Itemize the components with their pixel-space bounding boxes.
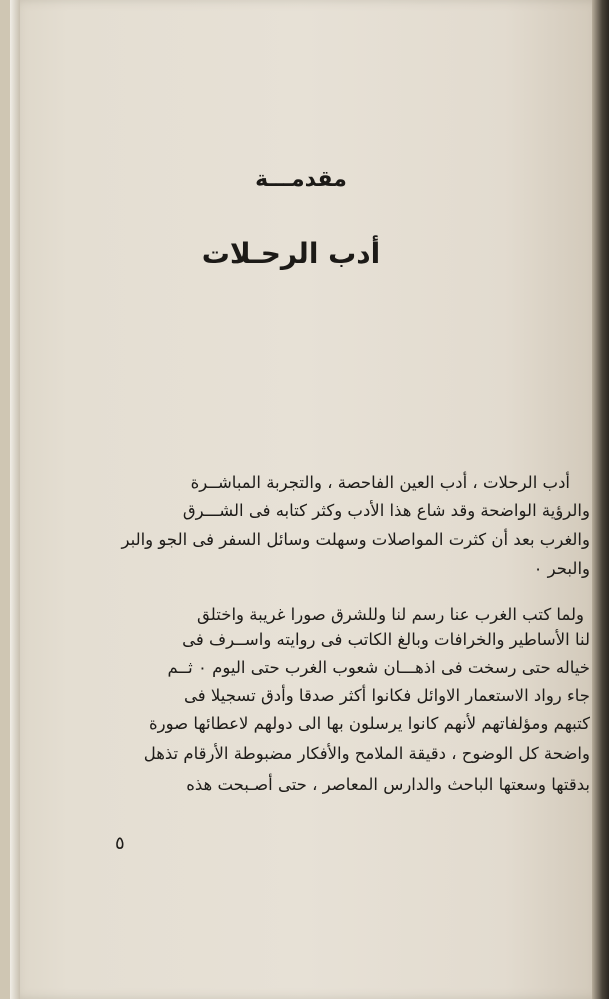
binding-shadow [592,0,609,999]
paragraph2-line: بدقتها وسعتها الباحث والدارس المعاصر ، حتى أصـبحت هذه [186,775,590,794]
paragraph2-line: ولما كتب الغرب عنا رسم لنا وللشرق صورا غريبة واختلق [197,605,584,624]
paragraph2-line: جاء رواد الاستعمار الاوائل فكانوا أكثر صدقا وأدق تسجيلا فى [184,686,590,705]
chapter-title: أدب الرحـلات [201,237,381,270]
paragraph1-line: أدب الرحلات ، أدب العين الفاحصة ، والتجربة المباشــرة [190,473,570,492]
paragraph1-line: والرؤية الواضحة وقد شاع هذا الأدب وكثر كتابه فى الشـــرق [182,501,590,520]
paragraph2-line: لنا الأساطير والخرافات وبالغ الكاتب فى روايته واســرف فى [182,630,590,649]
paragraph2-line: واضحة كل الوضوح ، دقيقة الملامح والأفكار مضبوطة الأرقام تذهل [143,744,590,763]
paragraph1-line: والغرب بعد أن كثرت المواصلات وسهلت وسائل السفر فى الجو والبر [121,530,590,549]
book-page [10,0,592,999]
paragraph1-line: والبحر ٠ [533,559,590,578]
paragraph2-line: خياله حتى رسخت فى اذهـــان شعوب الغرب حتى اليوم ٠ ثــم [167,658,590,677]
page-left-edge [10,0,20,999]
paragraph2-line: كتبهم ومؤلفاتهم لأنهم كانوا يرسلون بها الى دولهم لاعطائها صورة [148,714,590,733]
page-number: ٥ [115,833,125,854]
section-title: مقدمـــة [255,167,347,192]
